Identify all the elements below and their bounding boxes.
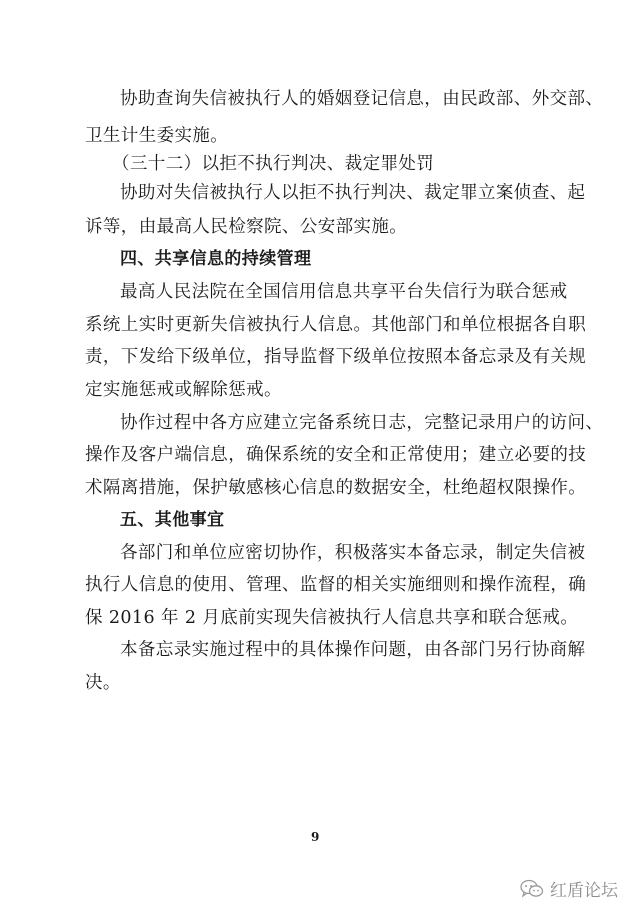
paragraph-line: 操作及客户端信息，确保系统的安全和正常使用；建立必要的技 [85, 445, 587, 465]
watermark-text: 红盾论坛 [550, 881, 618, 901]
paragraph-line: 执行人信息的使用、管理、监督的相关实施细则和操作流程，确 [85, 575, 587, 595]
paragraph-line: 定实施惩戒或解除惩戒。 [85, 380, 282, 400]
subsection-title: （三十二）以拒不执行判决、裁定罪处罚 [112, 154, 435, 174]
paragraph-line: 术隔离措施，保护敏感核心信息的数据安全，杜绝超权限操作。 [85, 478, 587, 498]
paragraph-line: 诉等，由最高人民检察院、公安部实施。 [85, 217, 408, 237]
paragraph-line: 卫生计生委实施。 [85, 126, 229, 146]
paragraph-line: 各部门和单位应密切协作，积极落实本备忘录，制定失信被 [120, 543, 586, 563]
section-heading: 五、其他事宜 [120, 510, 225, 530]
watermark [520, 876, 618, 901]
paragraph-line: 最高人民法院在全国信用信息共享平台失信行为联合惩戒 [120, 282, 568, 302]
paragraph-line: 保 2016 年 2 月底前实现失信被执行人信息共享和联合惩戒。 [85, 608, 579, 628]
paragraph-line: 责，下发给下级单位，指导监督下级单位按照本备忘录及有关规 [85, 347, 587, 367]
paragraph-line: 协助查询失信被执行人的婚姻登记信息，由民政部、外交部、 [120, 89, 604, 109]
paragraph-line: 决。 [85, 673, 121, 693]
wechat-icon [520, 879, 544, 899]
paragraph-line: 协作过程中各方应建立完备系统日志，完整记录用户的访问、 [120, 413, 604, 433]
section-heading: 四、共享信息的持续管理 [120, 249, 312, 269]
paragraph-line: 协助对失信被执行人以拒不执行判决、裁定罪立案侦查、起 [120, 183, 586, 203]
paragraph-line: 系统上实时更新失信被执行人信息。其他部门和单位根据各自职 [85, 315, 587, 335]
paragraph-line: 本备忘录实施过程中的具体操作问题，由各部门另行协商解 [120, 640, 586, 660]
page-number: 9 [311, 830, 320, 844]
